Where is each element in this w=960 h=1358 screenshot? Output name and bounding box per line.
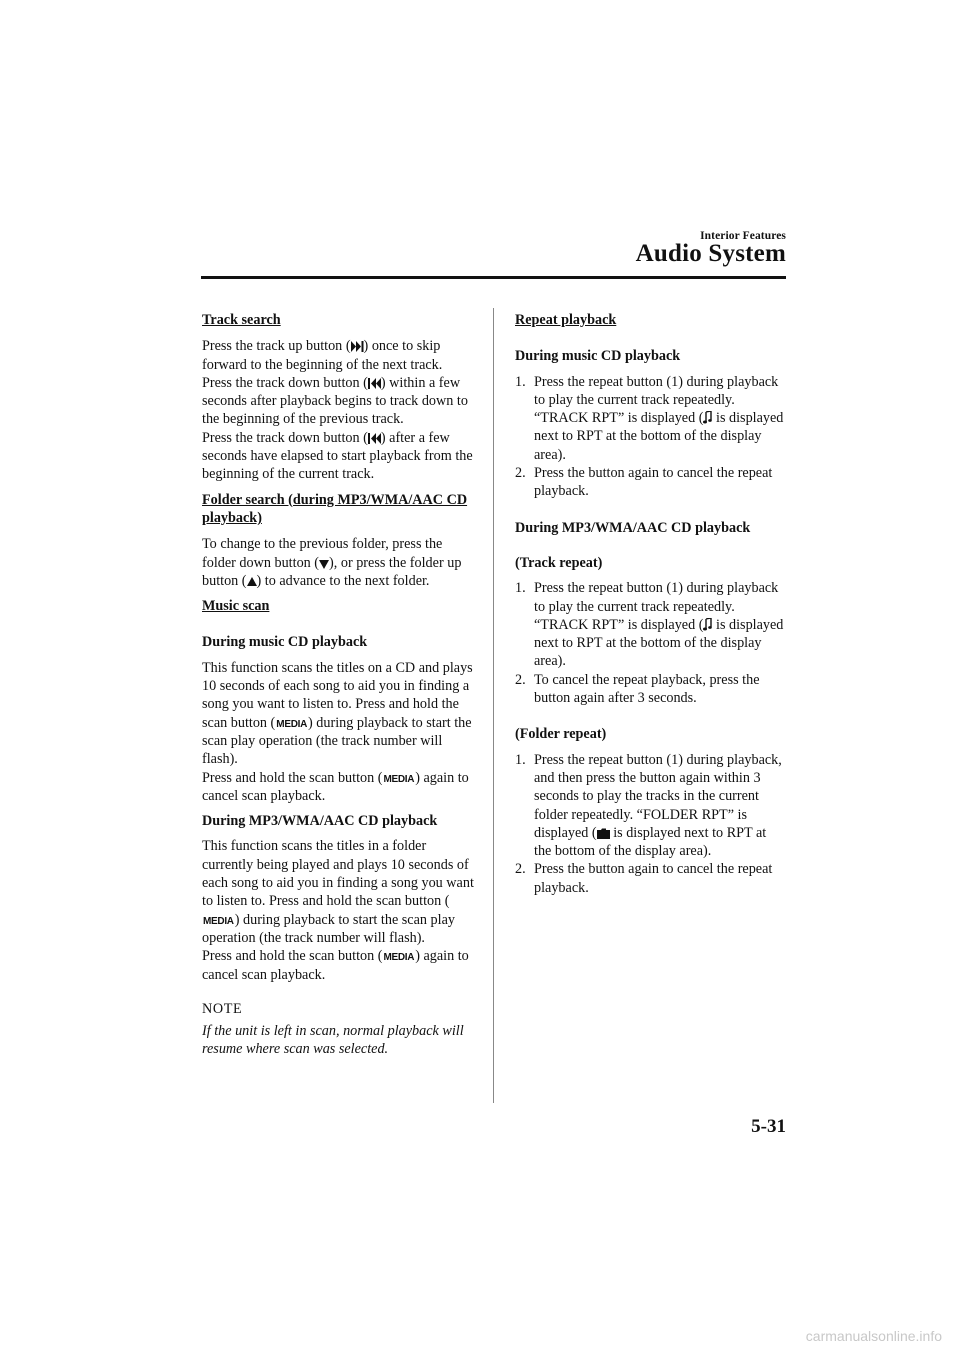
track-search-heading: Track search [202,312,281,328]
list-item: 2. Press the button again to cancel the repeat playback. [515,465,773,500]
list-item: 1. Press the repeat button (1) during playback to play the current track repeatedly. “TRACK RPT” is displayed ( is displayed next to RPT at the bottom of the display area). [515,373,784,463]
note-text: If the unit is left in scan, normal playback will resume where scan was selected. [202,1023,464,1058]
media-button-icon: MEDIA [383,773,415,785]
music-scan-cd-paragraph: This function scans the titles on a CD and plays 10 seconds of each song to aid you in finding a song you want to listen to. Press and hold the scan button (MEDIA) during playback to start the scan play operation (the track number will flash). Press and hold the scan button (MEDIA) again to cancel scan playback. [202,659,473,804]
music-scan-heading: Music scan [202,598,270,615]
track-search-paragraph: Press the track up button ( ) once to skip forward to the beginning of the next track. Press the track down button ( ) within a few seconds after playback begins to track down to the beginning of the previous track. Press the track down button ( ) after a few seconds have elapsed to start playback from the beginning of the current track. [202,338,473,483]
repeat-cd-subheading: During music CD playback [515,348,681,365]
folder-down-icon [319,559,329,569]
list-item: 2. To cancel the repeat playback, press the button again after 3 seconds. [515,671,760,707]
repeat-playback-heading: Repeat playback [515,312,617,328]
track-up-icon [351,341,364,352]
track-repeat-subheading: (Track repeat) [515,554,603,571]
media-button-icon: MEDIA [203,915,234,927]
section-label: Interior Features [700,230,786,242]
repeat-mp3-subheading: During MP3/WMA/AAC CD playback [515,519,751,536]
music-scan-cd-subheading: During music CD playback [202,634,368,651]
right-column [515,311,787,905]
watermark: carmanualsonline.info [805,1328,942,1344]
folder-search-paragraph: To change to the previous folder, press the folder down button ( ), or press the folder up button ( ) to advance to the next folder. [202,536,462,589]
left-column [202,311,474,1059]
media-button-icon: MEDIA [276,718,308,730]
folder-icon [597,828,610,839]
media-button-icon: MEDIA [383,952,415,964]
note-title: NOTE [202,1000,243,1017]
list-item: 1. Press the repeat button (1) during playback, and then press the button again within 3 seconds to play the tracks in the current folder repeatedly. “FOLDER RPT” is displayed ( is displayed next to RPT at the bottom of the display area). [515,751,782,860]
track-repeat-list [515,579,787,707]
track-down-icon [368,378,381,389]
folder-up-icon [247,577,257,587]
folder-search-heading: Folder search (during MP3/WMA/AAC CD playback) [202,491,468,526]
list-item: 2. Press the button again to cancel the repeat playback. [515,861,773,896]
music-scan-mp3-subheading: During MP3/WMA/AAC CD playback [202,813,438,830]
list-item: 1. Press the repeat button (1) during playback to play the current track repeatedly. “TRACK RPT” is displayed ( is displayed next to RPT at the bottom of the display area). [515,580,784,670]
page-title: Audio System [635,240,786,267]
folder-repeat-list [515,751,787,897]
header-rule [201,276,786,279]
music-scan-mp3-paragraph: This function scans the titles in a folder currently being played and plays 10 seconds of each song to aid you in finding a song you want to listen to. Press and hold the scan button (MEDIA) during playback to start the scan play operation (the track number will flash). Press and hold the scan button (MEDIA) again to cancel scan playback. [202,838,474,983]
column-divider [493,308,494,1103]
page-number: 5-31 [751,1116,786,1137]
folder-repeat-subheading: (Folder repeat) [515,726,607,743]
repeat-cd-list [515,373,787,501]
track-down-icon [368,433,381,444]
